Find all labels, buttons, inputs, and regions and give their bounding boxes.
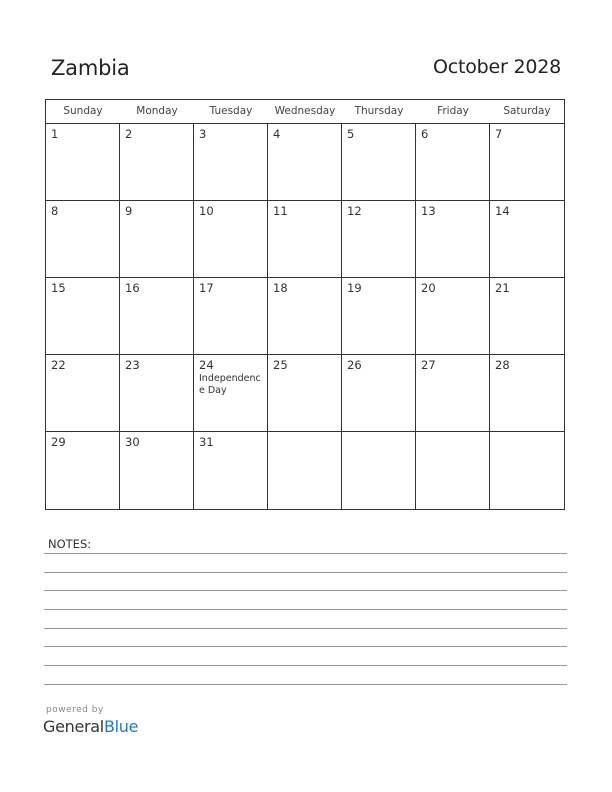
day-cell	[416, 124, 490, 201]
date-number: 13	[421, 204, 436, 218]
day-cell	[342, 278, 416, 355]
weekday-wednesday: Wednesday	[274, 105, 336, 117]
day-cell	[46, 124, 120, 201]
date-number: 22	[51, 358, 66, 372]
date-number: 16	[125, 281, 140, 295]
date-number: 23	[125, 358, 140, 372]
day-cell	[46, 355, 120, 432]
date-number: 12	[347, 204, 362, 218]
date-number: 10	[199, 204, 214, 218]
note-line	[44, 553, 567, 554]
month-year-title: October 2028	[432, 56, 561, 78]
holiday-label: Independence Day	[199, 373, 261, 396]
day-cell	[490, 201, 564, 278]
date-number: 25	[273, 358, 288, 372]
date-number: 6	[421, 127, 429, 141]
day-cell	[342, 355, 416, 432]
day-cell	[342, 201, 416, 278]
date-number: 28	[495, 358, 510, 372]
note-line	[44, 684, 567, 685]
date-number: 18	[273, 281, 288, 295]
day-cell-empty	[416, 432, 490, 509]
date-number: 21	[495, 281, 510, 295]
note-line	[44, 646, 567, 647]
weekday-monday: Monday	[136, 105, 178, 117]
date-number: 3	[199, 127, 207, 141]
day-cell	[194, 201, 268, 278]
generalblue-logo[interactable]	[43, 717, 138, 736]
date-number: 29	[51, 435, 66, 449]
date-number: 5	[347, 127, 355, 141]
note-line	[44, 665, 567, 666]
day-cell	[194, 432, 268, 509]
day-cell	[120, 432, 194, 509]
day-cell	[46, 201, 120, 278]
note-line	[44, 609, 567, 610]
weekday-thursday: Thursday	[354, 105, 404, 117]
day-cell	[194, 124, 268, 201]
weekday-header-row	[46, 100, 564, 124]
date-number: 11	[273, 204, 288, 218]
day-cell-empty	[342, 432, 416, 509]
date-number: 4	[273, 127, 281, 141]
day-cell	[120, 278, 194, 355]
day-cell	[268, 355, 342, 432]
day-cell	[194, 278, 268, 355]
day-cell	[490, 124, 564, 201]
date-number: 1	[51, 127, 59, 141]
day-cell	[120, 124, 194, 201]
note-line	[44, 572, 567, 573]
weekday-friday: Friday	[437, 105, 469, 117]
date-number: 19	[347, 281, 362, 295]
date-number: 9	[125, 204, 133, 218]
day-cell	[120, 201, 194, 278]
brand-blue: Blue	[103, 717, 139, 736]
day-cell	[416, 355, 490, 432]
day-cell	[268, 124, 342, 201]
note-line	[44, 628, 567, 629]
day-cell	[268, 201, 342, 278]
date-number: 30	[125, 435, 140, 449]
day-cell	[490, 278, 564, 355]
date-number: 17	[199, 281, 214, 295]
day-cell	[342, 124, 416, 201]
date-number: 8	[51, 204, 59, 218]
day-cell	[120, 355, 194, 432]
day-cell-empty	[490, 432, 564, 509]
date-number: 26	[347, 358, 362, 372]
day-cell	[416, 278, 490, 355]
date-number: 2	[125, 127, 133, 141]
day-cell-empty	[268, 432, 342, 509]
day-cell-holiday	[194, 355, 268, 432]
day-cell	[416, 201, 490, 278]
note-line	[44, 590, 567, 591]
date-number: 7	[495, 127, 503, 141]
powered-by-text: powered by	[46, 705, 104, 715]
calendar-grid	[45, 99, 565, 510]
date-number: 27	[421, 358, 436, 372]
date-number: 14	[495, 204, 510, 218]
country-title: Zambia	[51, 56, 130, 80]
day-cells	[46, 124, 564, 509]
day-cell	[490, 355, 564, 432]
weekday-tuesday: Tuesday	[209, 105, 253, 117]
day-cell	[268, 278, 342, 355]
brand-general: General	[43, 717, 104, 736]
day-cell	[46, 432, 120, 509]
notes-label: NOTES:	[48, 537, 92, 551]
day-cell	[46, 278, 120, 355]
date-number: 31	[199, 435, 214, 449]
date-number: 24	[199, 358, 214, 372]
weekday-sunday: Sunday	[63, 105, 103, 117]
weekday-saturday: Saturday	[503, 105, 551, 117]
date-number: 20	[421, 281, 436, 295]
date-number: 15	[51, 281, 66, 295]
